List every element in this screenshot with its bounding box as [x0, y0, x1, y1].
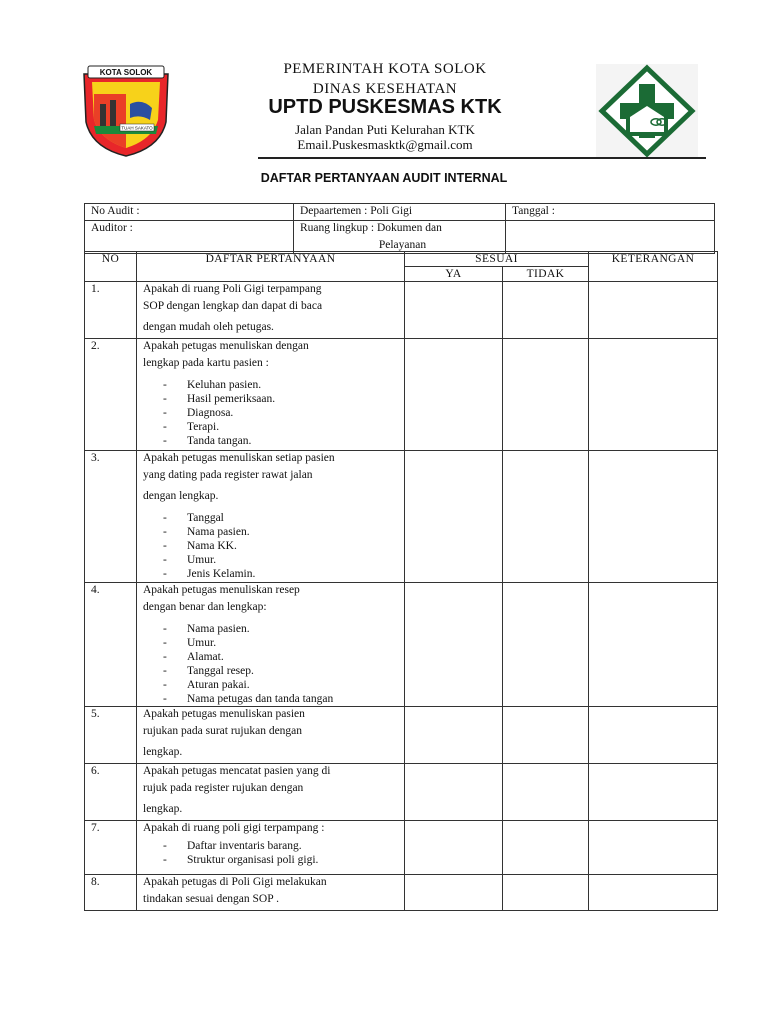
row-number: 5.: [85, 707, 137, 764]
question-line: Apakah petugas menuliskan dengan: [143, 340, 309, 352]
checklist-item: - Struktur organisasi poli gigi.: [187, 853, 400, 867]
question-text: [137, 875, 405, 911]
row-number: 1.: [85, 282, 137, 339]
question-line: Apakah petugas menuliskan pasien: [143, 708, 305, 720]
header-address: Jalan Pandan Puti Kelurahan KTK: [295, 122, 475, 137]
ruang-lingkup-line2: Pelayanan: [378, 239, 427, 251]
puskesmas-logo: [596, 64, 698, 158]
question-text: [137, 451, 405, 583]
col-header-ya: YA: [405, 267, 503, 282]
tidak-cell[interactable]: [503, 764, 589, 821]
emblem-banner-text: TUAH SAKATO: [121, 125, 153, 131]
no-audit-field: No Audit :: [85, 204, 294, 221]
question-line: Apakah petugas di Poli Gigi melakukan: [143, 876, 327, 888]
header-department: DINAS KESEHATAN: [312, 81, 458, 97]
checklist-item: - Diagnosa.: [187, 406, 400, 420]
table-row: [85, 707, 718, 764]
ya-cell[interactable]: [405, 875, 503, 911]
question-text: [137, 707, 405, 764]
question-line: rujukan pada surat rujukan dengan: [143, 725, 303, 737]
checklist-item: - Daftar inventaris barang.: [187, 839, 400, 853]
ya-cell[interactable]: [405, 583, 503, 707]
tanggal-field: Tanggal :: [506, 204, 715, 221]
tidak-cell[interactable]: [503, 707, 589, 764]
emblem-top-text: KOTA SOLOK: [99, 68, 153, 77]
ruang-lingkup-line1: Ruang lingkup : Dokumen dan: [300, 222, 442, 234]
checklist-item: - Terapi.: [187, 420, 400, 434]
checklist-item: - Nama pasien.: [187, 525, 400, 539]
question-line: dengan mudah oleh petugas.: [143, 321, 274, 333]
checklist-item: - Tanggal: [187, 511, 400, 525]
header-divider: [258, 157, 706, 159]
col-header-tidak: TIDAK: [503, 267, 589, 282]
question-line: Apakah petugas menuliskan resep: [143, 584, 300, 596]
checklist-item: - Umur.: [187, 553, 400, 567]
header-email: Email.Puskesmasktk@gmail.com: [297, 137, 473, 152]
checklist-item: - Hasil pemeriksaan.: [187, 392, 400, 406]
tidak-cell[interactable]: [503, 451, 589, 583]
checklist-items: [143, 839, 400, 867]
ya-cell[interactable]: [405, 339, 503, 451]
empty-cell: [506, 221, 715, 254]
auditor-field: Auditor :: [85, 221, 294, 254]
keterangan-cell[interactable]: [589, 583, 718, 707]
ya-cell[interactable]: [405, 282, 503, 339]
audit-questions-table: [84, 251, 718, 911]
ya-cell[interactable]: [405, 707, 503, 764]
table-row: [85, 875, 718, 911]
checklist-item: - Umur.: [187, 636, 400, 650]
question-line: rujuk pada register rujukan dengan: [143, 782, 304, 794]
question-text: [137, 821, 405, 875]
departemen-field: Depaartemen : Poli Gigi: [294, 204, 506, 221]
keterangan-cell[interactable]: [589, 339, 718, 451]
keterangan-cell[interactable]: [589, 764, 718, 821]
question-line: Apakah di ruang Poli Gigi terpampang: [143, 283, 322, 295]
checklist-item: - Alamat.: [187, 650, 400, 664]
question-line: SOP dengan lengkap dan dapat di baca: [143, 300, 323, 312]
checklist-item: - Nama pasien.: [187, 622, 400, 636]
table-row: [85, 583, 718, 707]
audit-info-table: [84, 203, 715, 254]
question-line: dengan lengkap.: [143, 490, 219, 502]
question-line: Apakah di ruang poli gigi terpampang :: [143, 822, 325, 834]
table-row: [85, 764, 718, 821]
question-rows: [85, 282, 718, 911]
checklist-item: - Keluhan pasien.: [187, 378, 400, 392]
ya-cell[interactable]: [405, 764, 503, 821]
tidak-cell[interactable]: [503, 583, 589, 707]
col-header-pertanyaan: DAFTAR PERTANYAAN: [137, 252, 405, 282]
row-number: 2.: [85, 339, 137, 451]
checklist-item: - Aturan pakai.: [187, 678, 400, 692]
keterangan-cell[interactable]: [589, 282, 718, 339]
tidak-cell[interactable]: [503, 282, 589, 339]
col-header-keterangan: KETERANGAN: [589, 252, 718, 282]
row-number: 8.: [85, 875, 137, 911]
question-line: tindakan sesuai dengan SOP .: [143, 893, 279, 905]
checklist-item: - Jenis Kelamin.: [187, 567, 400, 581]
row-number: 4.: [85, 583, 137, 707]
keterangan-cell[interactable]: [589, 875, 718, 911]
question-line: lengkap.: [143, 803, 183, 815]
tidak-cell[interactable]: [503, 875, 589, 911]
checklist-item: - Tanda tangan.: [187, 434, 400, 448]
col-header-sesuai: SESUAI: [405, 252, 589, 267]
row-number: 7.: [85, 821, 137, 875]
col-header-no: NO: [85, 252, 137, 282]
ruang-lingkup-field: [294, 221, 506, 254]
kota-solok-emblem: [80, 64, 172, 158]
row-number: 3.: [85, 451, 137, 583]
header-institution: UPTD PUSKESMAS KTK: [268, 96, 502, 118]
checklist-items: [143, 622, 400, 706]
question-line: Apakah petugas mencatat pasien yang di: [143, 765, 331, 777]
checklist-items: [143, 511, 400, 581]
row-number: 6.: [85, 764, 137, 821]
question-line: lengkap.: [143, 746, 183, 758]
question-text: [137, 339, 405, 451]
table-row: [85, 821, 718, 875]
table-row: [85, 339, 718, 451]
question-line: lengkap pada kartu pasien :: [143, 357, 269, 369]
header-government: PEMERINTAH KOTA SOLOK: [283, 61, 487, 77]
keterangan-cell[interactable]: [589, 451, 718, 583]
ya-cell[interactable]: [405, 451, 503, 583]
letterhead: [0, 0, 768, 170]
checklist-item: - Nama petugas dan tanda tangan: [187, 692, 400, 706]
question-line: yang dating pada register rawat jalan: [143, 469, 313, 481]
ya-cell[interactable]: [405, 821, 503, 875]
checklist-items: [143, 378, 400, 448]
checklist-item: - Tanggal resep.: [187, 664, 400, 678]
question-line: Apakah petugas menuliskan setiap pasien: [143, 452, 335, 464]
question-text: [137, 282, 405, 339]
question-text: [137, 764, 405, 821]
keterangan-cell[interactable]: [589, 707, 718, 764]
table-row: [85, 451, 718, 583]
checklist-item: - Nama KK.: [187, 539, 400, 553]
tidak-cell[interactable]: [503, 821, 589, 875]
document-title: DAFTAR PERTANYAAN AUDIT INTERNAL: [260, 171, 508, 185]
tidak-cell[interactable]: [503, 339, 589, 451]
keterangan-cell[interactable]: [589, 821, 718, 875]
question-line: dengan benar dan lengkap:: [143, 601, 267, 613]
question-text: [137, 583, 405, 707]
table-row: [85, 282, 718, 339]
